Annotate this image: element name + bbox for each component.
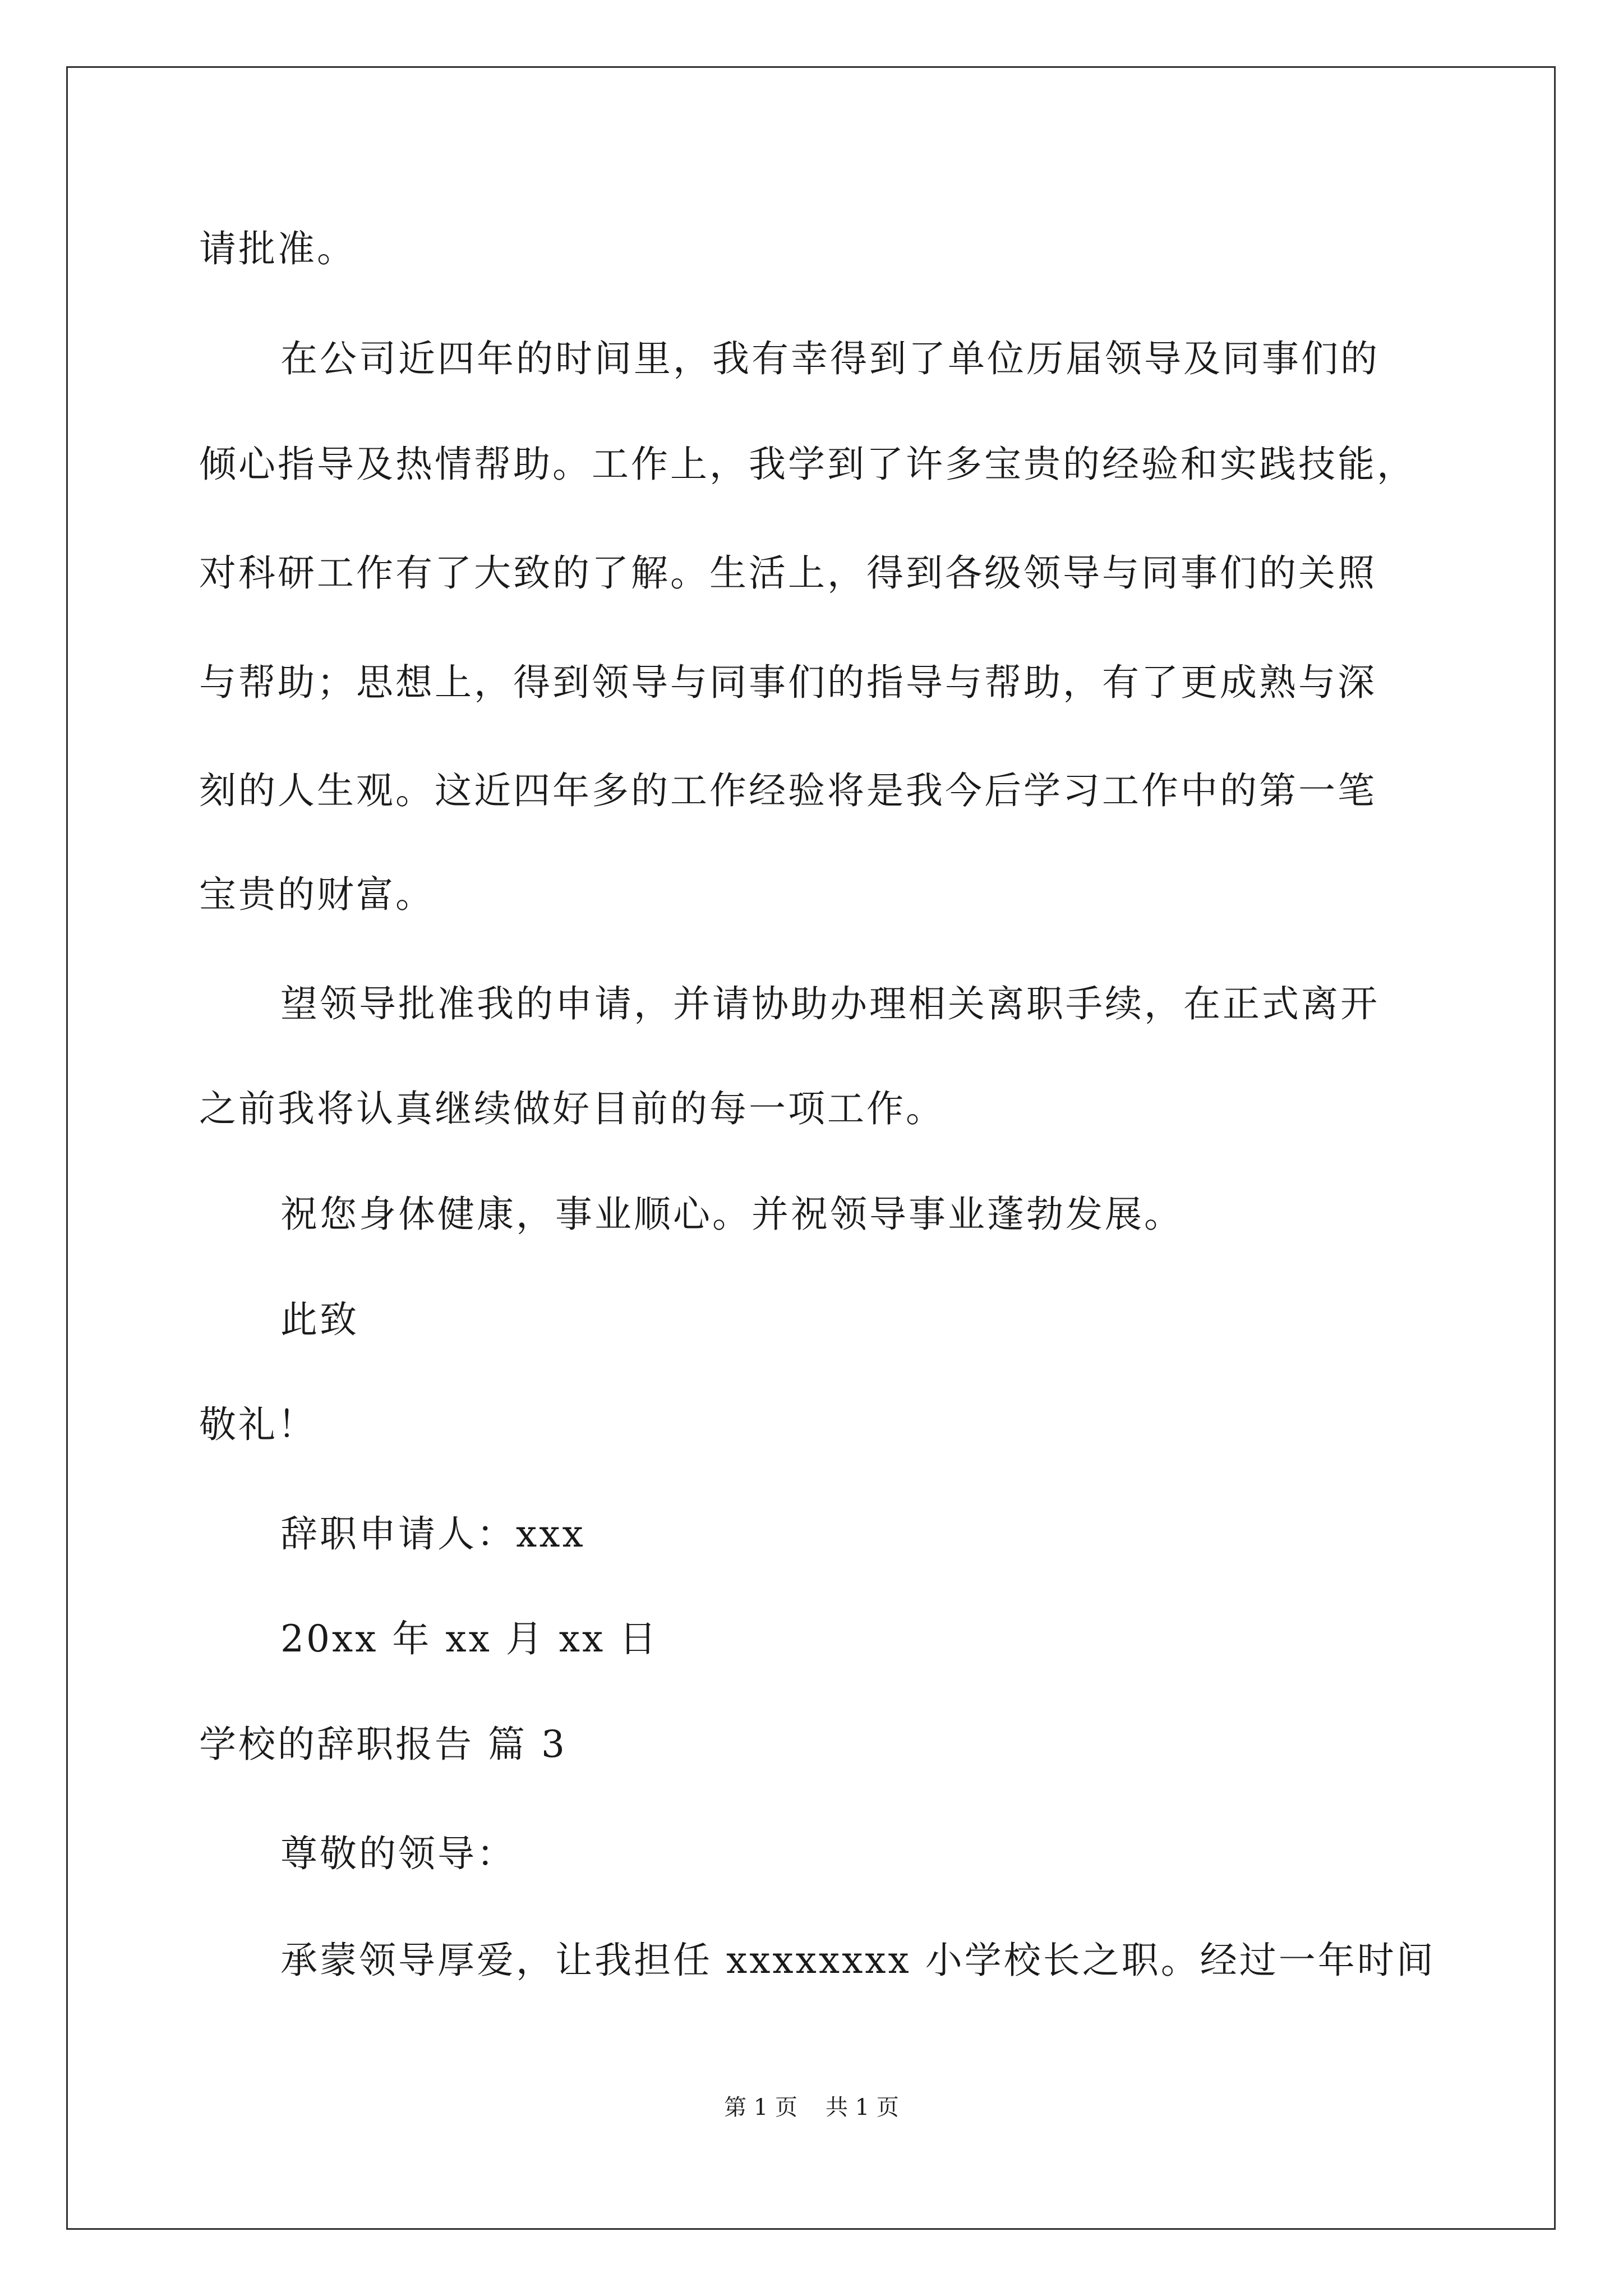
text-line-5: 与帮助；思想上，得到领导与同事们的指导与帮助，有了更成熟与深 xyxy=(199,661,1377,704)
text-line-14: 20xx 年 xx 月 xx 日 xyxy=(280,1617,659,1660)
page-number: 第 1 页 xyxy=(724,2095,797,2120)
text-line-11: 此致 xyxy=(280,1298,359,1341)
text-line-2: 在公司近四年的时间里，我有幸得到了单位历届领导及同事们的 xyxy=(280,337,1380,380)
page-total: 共 1 页 xyxy=(826,2095,899,2120)
text-line-12: 敬礼！ xyxy=(199,1403,317,1446)
text-line-10: 祝您身体健康，事业顺心。并祝领导事业蓬勃发展。 xyxy=(280,1193,1183,1236)
text-line-8: 望领导批准我的申请，并请协助办理相关离职手续，在正式离开 xyxy=(280,982,1380,1025)
text-line-17: 承蒙领导厚爱，让我担任 xxxxxxxx 小学校长之职。经过一年时间 xyxy=(280,1939,1436,1982)
text-line-9: 之前我将认真继续做好目前的每一项工作。 xyxy=(199,1087,945,1130)
text-line-3: 倾心指导及热情帮助。工作上，我学到了许多宝贵的经验和实践技能， xyxy=(199,443,1416,486)
text-line-1: 请批准。 xyxy=(199,227,356,270)
text-line-16: 尊敬的领导： xyxy=(280,1832,516,1875)
page-border xyxy=(66,66,1556,2230)
page-footer xyxy=(0,2093,1623,2122)
text-line-4: 对科研工作有了大致的了解。生活上，得到各级领导与同事们的关照 xyxy=(199,551,1377,595)
text-line-15: 学校的辞职报告 篇 3 xyxy=(199,1723,567,1766)
text-line-7: 宝贵的财富。 xyxy=(199,873,435,916)
text-line-13: 辞职申请人：xxx xyxy=(280,1512,585,1556)
text-line-6: 刻的人生观。这近四年多的工作经验将是我今后学习工作中的第一笔 xyxy=(199,769,1377,812)
